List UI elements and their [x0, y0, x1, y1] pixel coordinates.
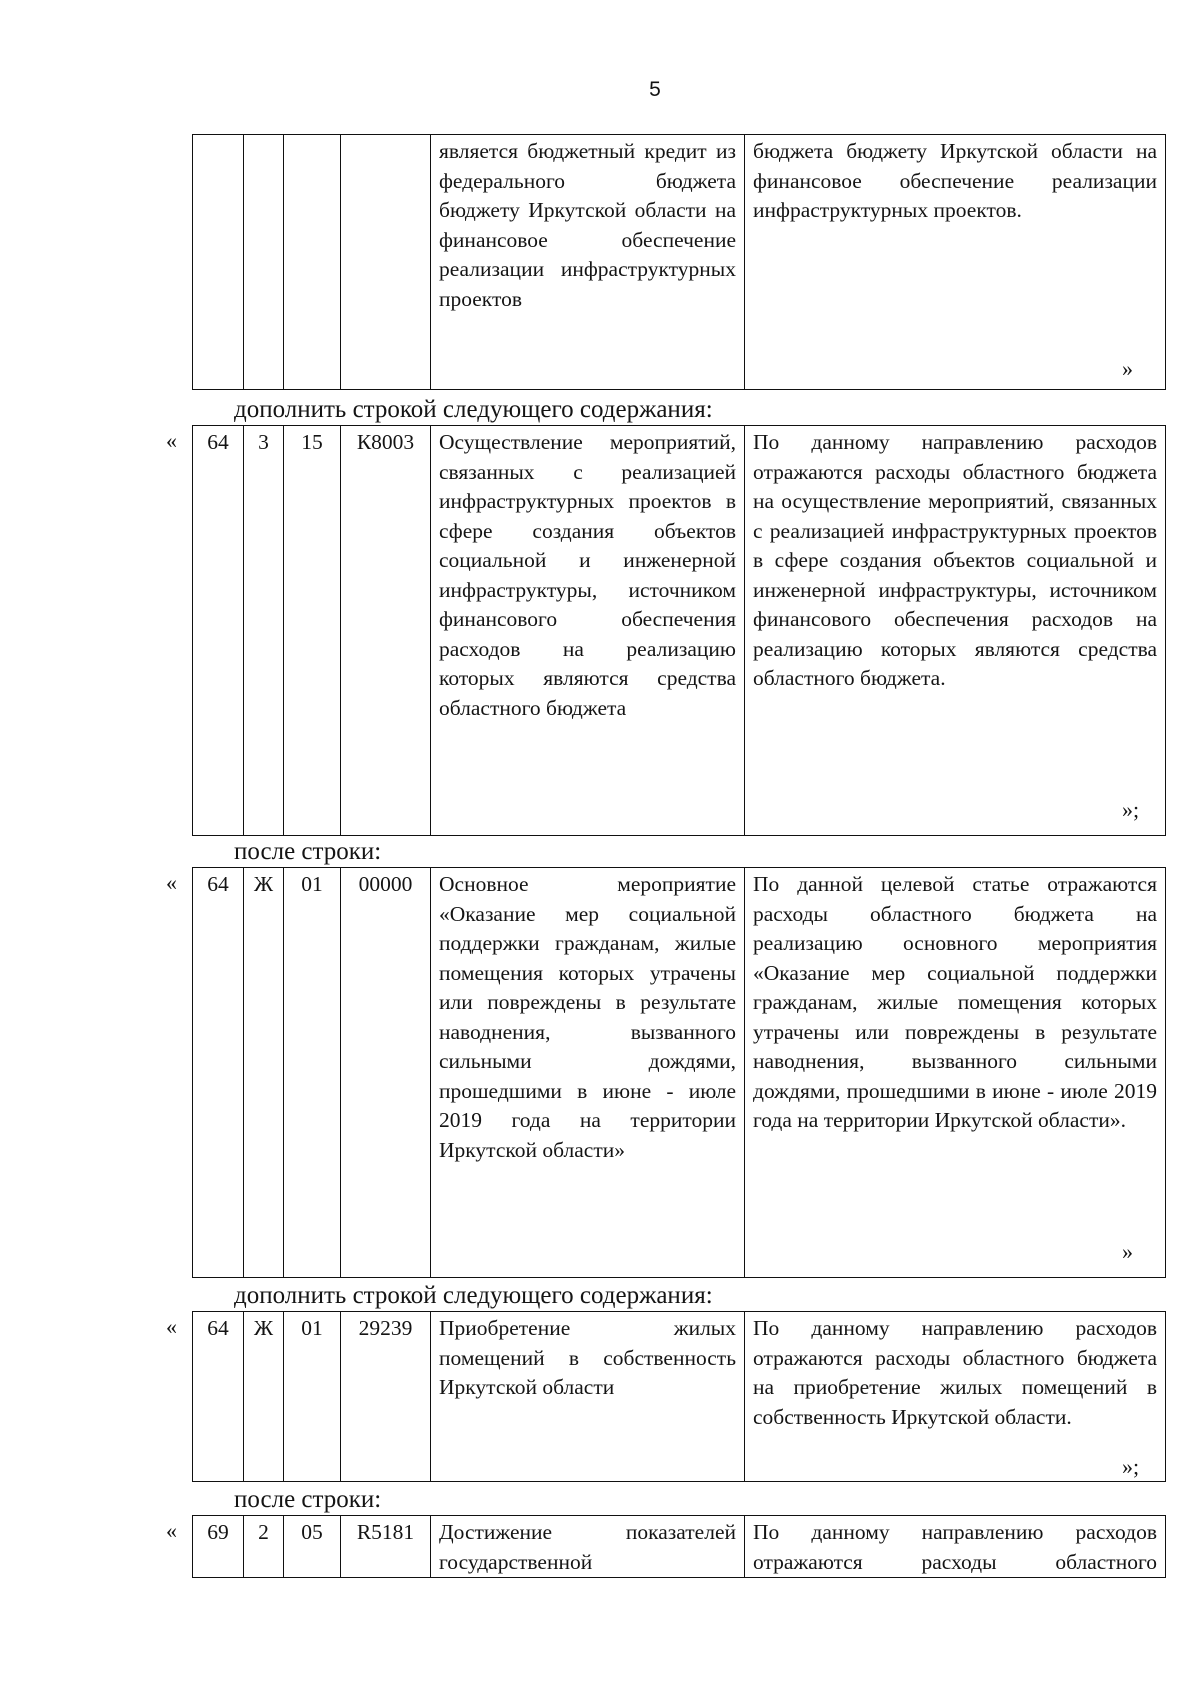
code-cell-1: 64	[193, 1312, 244, 1482]
description-cell: бюджета бюджету Иркутской области на финансовое обеспечение реализации инфраструктурных проектов.	[745, 135, 1166, 390]
table-row	[193, 1516, 1166, 1578]
table-row	[193, 868, 1166, 1278]
description-cell: По данному направлению расходов отражаются расходы областного	[745, 1516, 1166, 1578]
code-cell-1	[193, 135, 244, 390]
description-cell: По данному направлению расходов отражаются расходы областного бюджета на осуществление мероприятий, связанных с реализацией инфраструктурных проектов в сфере создания объектов социальной и инженерной инфраструктуры, источником финансового обеспечения расходов на реализацию которых являются средства областного бюджета.	[745, 426, 1166, 836]
code-cell-4: К8003	[341, 426, 431, 836]
table-entry-29239	[166, 1311, 1157, 1482]
name-cell: Основное мероприятие «Оказание мер социальной поддержки гражданам, жилые помещения которых утрачены или повреждены в результате наводнения, вызванного сильными дождями, прошедшими в июне - июле 2019 года на территории Иркутской области»	[431, 868, 745, 1278]
instruction-caption: после строки:	[234, 838, 382, 865]
code-table	[192, 425, 1166, 836]
table-entry-r5181	[166, 1515, 1157, 1578]
name-cell: Достижение показателей государственной	[431, 1516, 745, 1578]
code-cell-3: 01	[284, 1312, 341, 1482]
code-cell-3	[284, 135, 341, 390]
table-entry-k8003	[166, 425, 1157, 836]
opening-quote: «	[166, 1314, 177, 1339]
code-cell-1: 64	[193, 868, 244, 1278]
code-table	[192, 1311, 1166, 1482]
instruction-caption: дополнить строкой следующего содержания:	[234, 1282, 713, 1309]
table-continuation	[192, 134, 1157, 390]
code-cell-1: 69	[193, 1516, 244, 1578]
code-cell-1: 64	[193, 426, 244, 836]
page-number: 5	[649, 78, 661, 101]
code-table	[192, 1515, 1166, 1578]
instruction-caption: дополнить строкой следующего содержания:	[234, 396, 713, 423]
code-cell-2: 3	[244, 426, 284, 836]
code-cell-3: 01	[284, 868, 341, 1278]
closing-quote: »;	[1122, 797, 1140, 822]
table-row	[193, 426, 1166, 836]
closing-quote: »;	[1122, 1454, 1140, 1479]
name-cell: является бюджетный кредит из федерального бюджета бюджету Иркутской области на финансовое обеспечение реализации инфраструктурных проектов	[431, 135, 745, 390]
opening-quote: «	[166, 1518, 177, 1543]
code-cell-4: 29239	[341, 1312, 431, 1482]
code-cell-2: Ж	[244, 1312, 284, 1482]
opening-quote: «	[166, 428, 177, 453]
table-row	[193, 1312, 1166, 1482]
description-cell: По данной целевой статье отражаются расходы областного бюджета на реализацию основного мероприятия «Оказание мер социальной поддержки гражданам, жилые помещения которых утрачены или повреждены в результате наводнения, вызванного сильными дождями, прошедшими в июне - июле 2019 года на территории Иркутской области».	[745, 868, 1166, 1278]
code-cell-4	[341, 135, 431, 390]
code-cell-4: R5181	[341, 1516, 431, 1578]
table-row	[193, 135, 1166, 390]
code-cell-2: Ж	[244, 868, 284, 1278]
description-cell: По данному направлению расходов отражаются расходы областного бюджета на приобретение жилых помещений в собственность Иркутской области.	[745, 1312, 1166, 1482]
table-entry-00000	[166, 867, 1157, 1278]
opening-quote: «	[166, 870, 177, 895]
code-cell-3: 15	[284, 426, 341, 836]
code-cell-2: 2	[244, 1516, 284, 1578]
code-cell-2	[244, 135, 284, 390]
instruction-caption: после строки:	[234, 1486, 382, 1513]
code-cell-3: 05	[284, 1516, 341, 1578]
closing-quote: »	[1122, 1239, 1133, 1264]
name-cell: Приобретение жилых помещений в собственность Иркутской области	[431, 1312, 745, 1482]
code-table	[192, 867, 1166, 1278]
closing-quote: »	[1122, 356, 1133, 381]
code-cell-4: 00000	[341, 868, 431, 1278]
name-cell: Осуществление мероприятий, связанных с реализацией инфраструктурных проектов в сфере создания объектов социальной и инженерной инфраструктуры, источником финансового обеспечения расходов на реализацию которых являются средства областного бюджета	[431, 426, 745, 836]
code-table	[192, 134, 1166, 390]
